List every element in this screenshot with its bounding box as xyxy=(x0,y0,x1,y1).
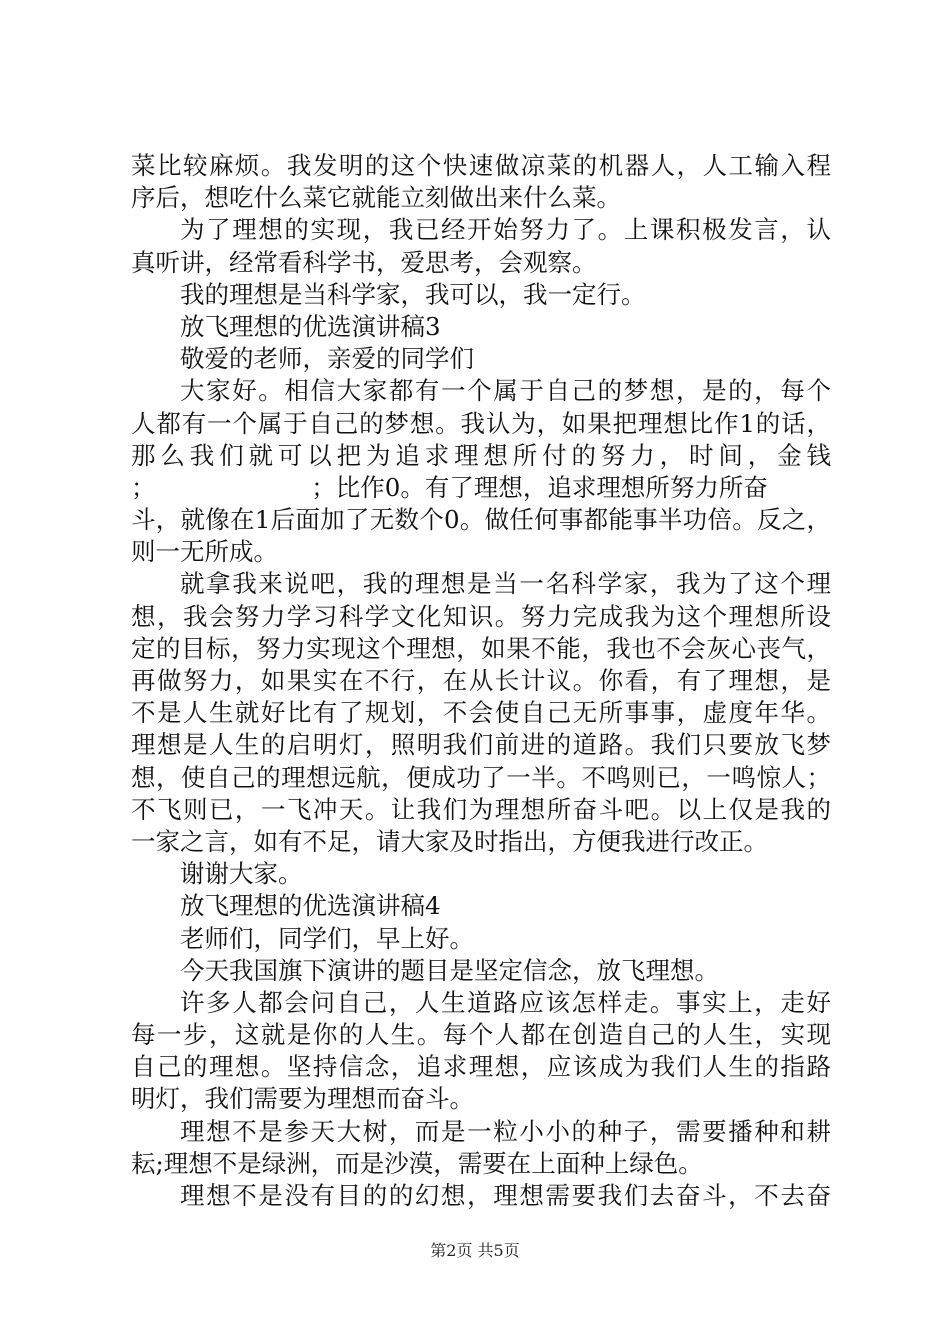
text-line: 再做努力，如果实在不行，在从长计议。你看，有了理想，是 xyxy=(131,666,831,695)
text-line: 想，我会努力学习科学文化知识。努力完成我为这个理想所设 xyxy=(131,601,831,631)
text-line: 自己的理想。坚持信念，追求理想，应该成为我们人生的指路 xyxy=(131,1052,831,1082)
text-line: 许多人都会问自己，人生道路应该怎样走。事实上，走好 xyxy=(180,987,831,1017)
text-line: 则一无所成。 xyxy=(131,537,278,567)
text-line: 明灯，我们需要为理想而奋斗。 xyxy=(131,1084,474,1114)
section-heading: 放飞理想的优选演讲稿4 xyxy=(180,891,441,921)
text-line: 理想不是参天大树，而是一粒小小的种子，需要播种和耕 xyxy=(180,1116,831,1146)
text-line: 斗，就像在1后面加了无数个0。做任何事都能事半功倍。反之， xyxy=(131,505,831,535)
text-line: 耘;理想不是绿洲，而是沙漠，需要在上面种上绿色。 xyxy=(131,1148,703,1178)
page-number-footer: 第2页 共5页 xyxy=(430,1241,520,1260)
text-line: 真听讲，经常看科学书，爱思考，会观察。 xyxy=(131,247,597,277)
text-line: 为了理想的实现，我已经开始努力了。上课积极发言，认 xyxy=(180,215,831,245)
text-line: 今天我国旗下演讲的题目是坚定信念，放飞理想。 xyxy=(180,955,719,985)
text-line: 理想是人生的启明灯，照明我们前进的道路。我们只要放飞梦 xyxy=(131,730,831,760)
text-line: 我的理想是当科学家，我可以，我一定行。 xyxy=(180,279,646,309)
text-line: ； ；比作0。有了理想，追求理想所努力所奋 xyxy=(131,472,768,502)
document-body xyxy=(131,150,831,1212)
text-line: 不飞则已，一飞冲天。让我们为理想所奋斗吧。以上仅是我的 xyxy=(131,794,831,824)
text-line: 人都有一个属于自己的梦想。我认为，如果把理想比作1的话， xyxy=(131,408,831,438)
text-line: 理想不是没有目的的幻想，理想需要我们去奋斗，不去奋 xyxy=(180,1181,831,1210)
text-line: 不是人生就好比有了规划，不会使自己无所事事，虚度年华。 xyxy=(131,698,831,728)
salutation-line: 老师们，同学们，早上好。 xyxy=(180,923,474,953)
section-heading: 放飞理想的优选演讲稿3 xyxy=(180,311,441,341)
text-line: 那么我们就可以把为追求理想所付的努力，时间，金钱 xyxy=(131,440,831,470)
text-line: 谢谢大家。 xyxy=(180,859,303,889)
text-line: 序后，想吃什么菜它就能立刻做出来什么菜。 xyxy=(131,183,621,213)
text-line: 就拿我来说吧，我的理想是当一名科学家，我为了这个理 xyxy=(180,569,831,599)
text-line: 大家好。相信大家都有一个属于自己的梦想，是的，每个 xyxy=(180,376,831,406)
text-line: 定的目标，努力实现这个理想，如果不能，我也不会灰心丧气， xyxy=(131,633,831,663)
text-line: 每一步，这就是你的人生。每个人都在创造自己的人生，实现 xyxy=(131,1020,831,1050)
salutation-line: 敬爱的老师，亲爱的同学们 xyxy=(180,344,474,374)
text-line: 一家之言，如有不足，请大家及时指出，方便我进行改正。 xyxy=(131,826,768,856)
text-line: 想，使自己的理想远航，便成功了一半。不鸣则已，一鸣惊人； xyxy=(131,762,831,792)
text-line: 菜比较麻烦。我发明的这个快速做凉菜的机器人，人工输入程 xyxy=(131,151,831,180)
